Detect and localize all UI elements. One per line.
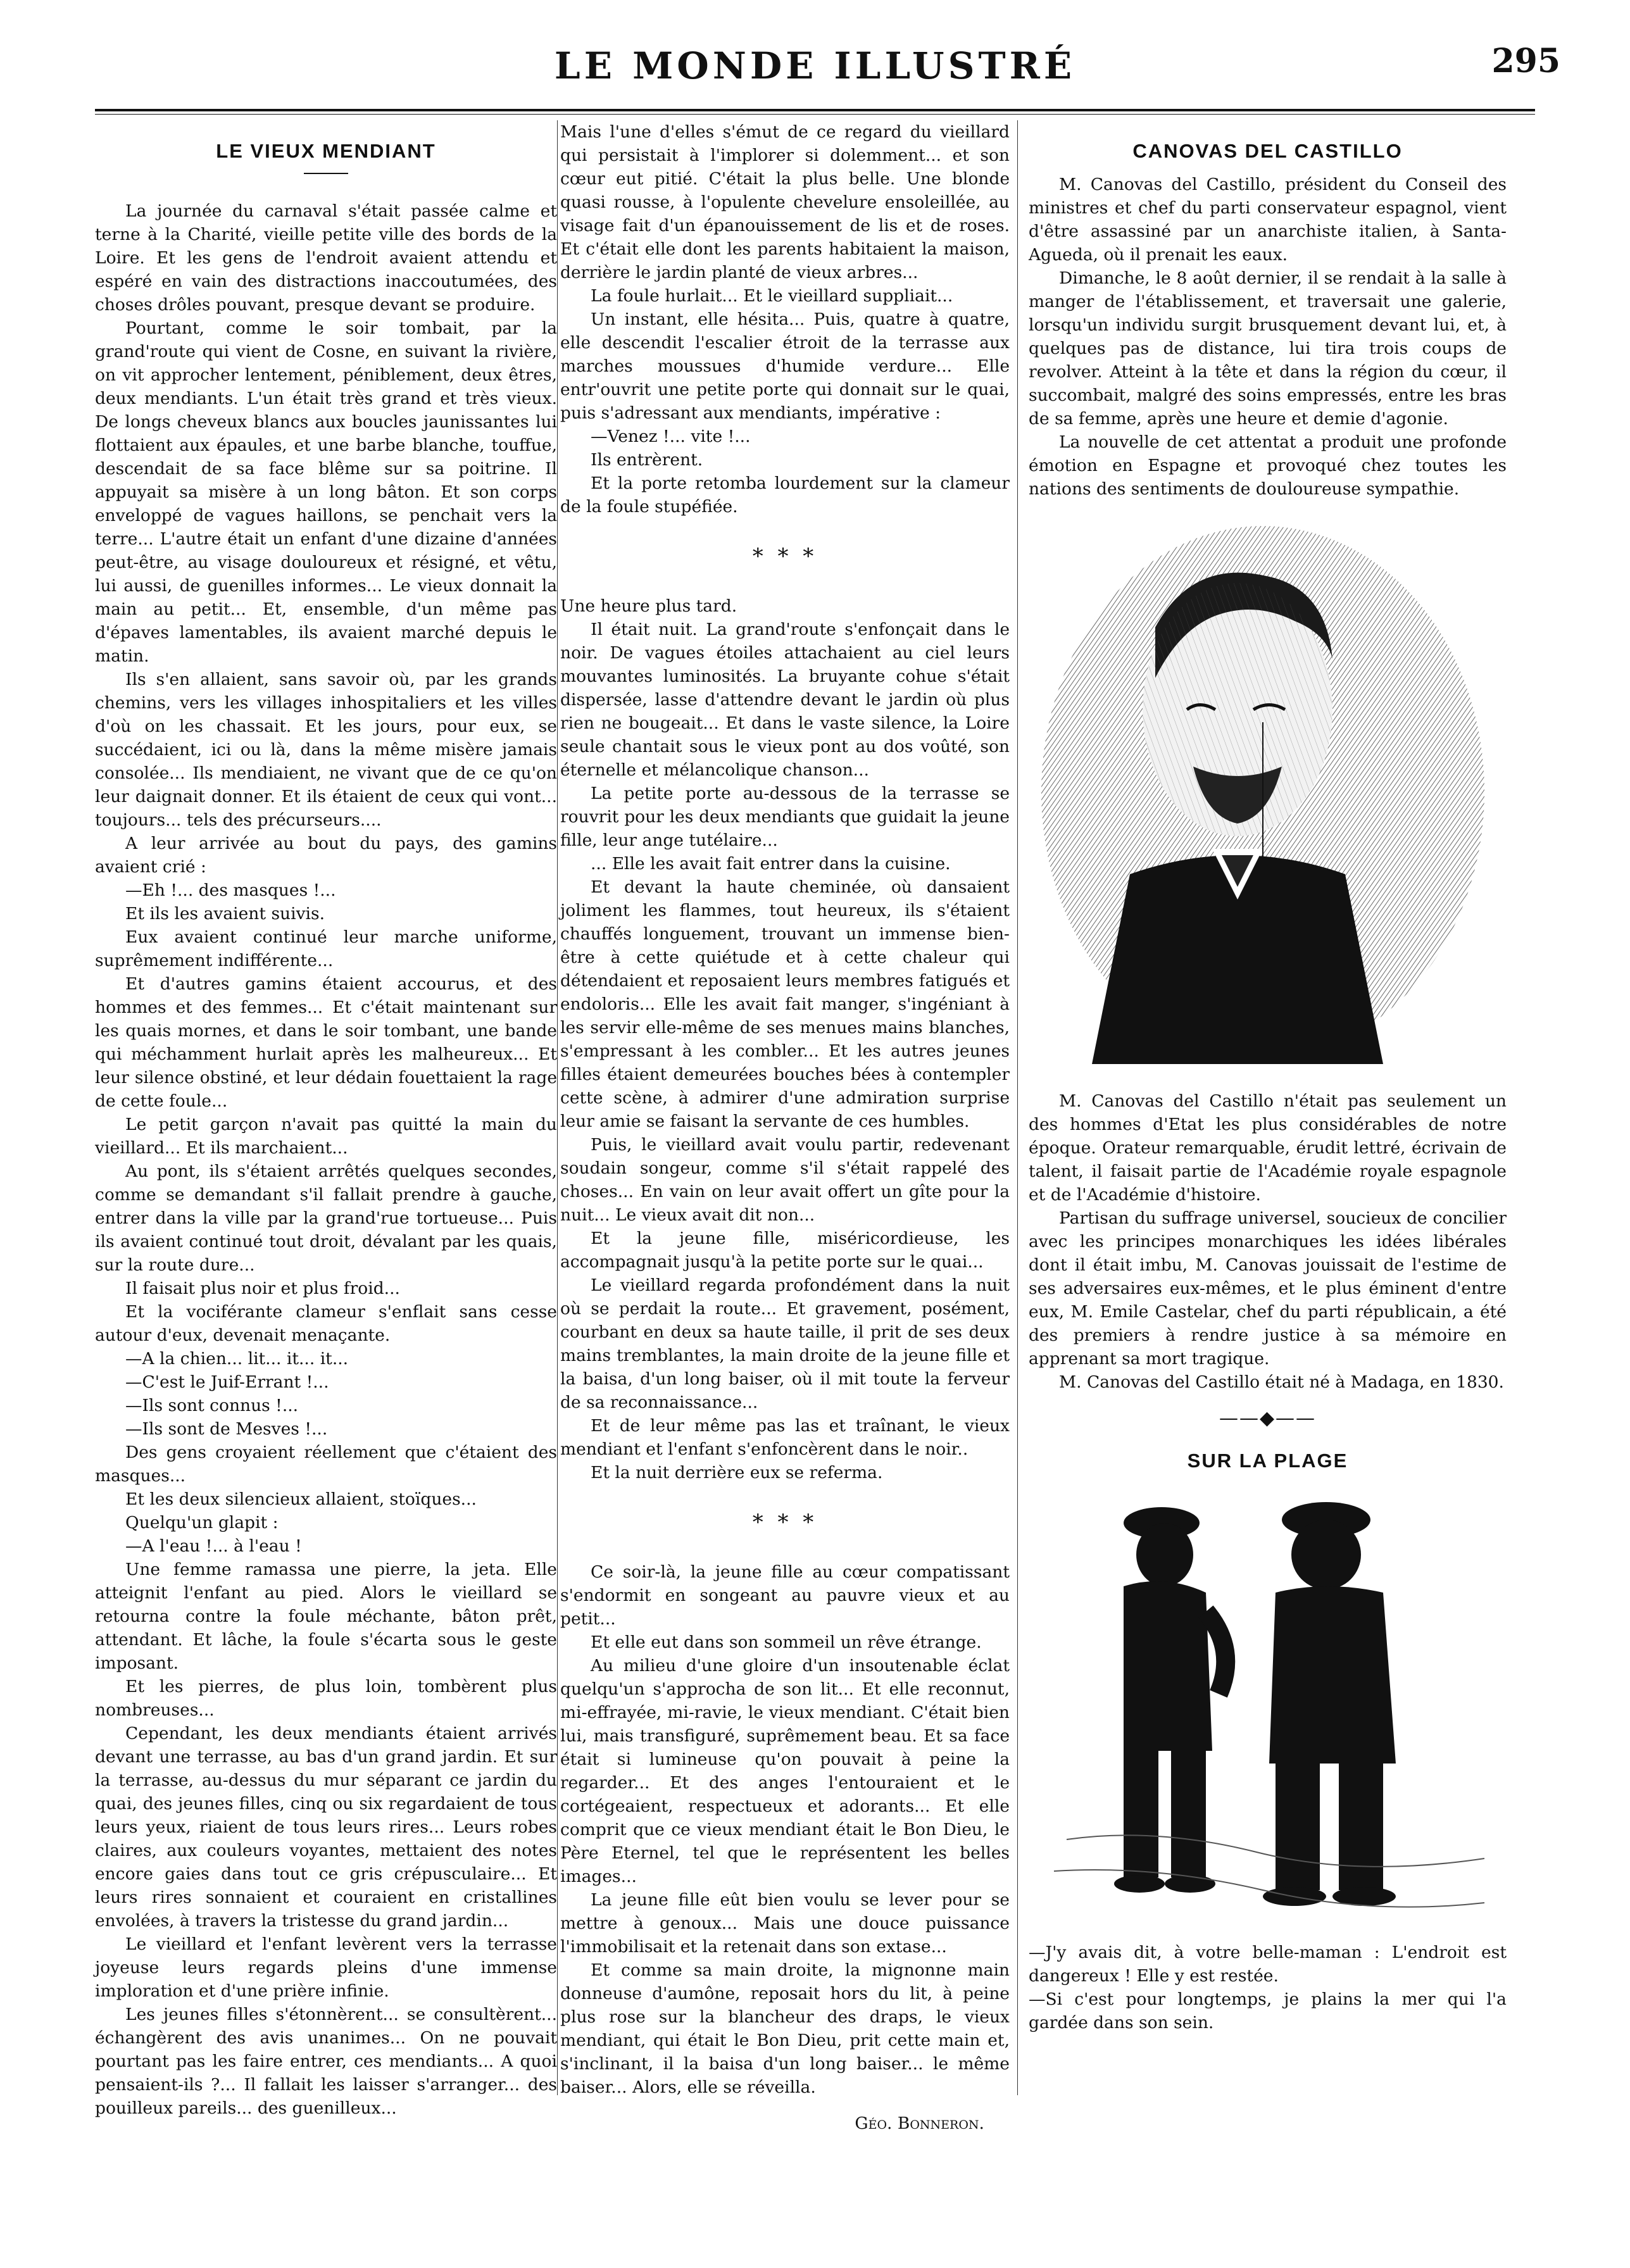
masthead-rule-thin bbox=[95, 114, 1535, 115]
paragraph: Et de leur même pas las et traînant, le vieux mendiant et l'enfant s'enfoncèrent dans le noir.. bbox=[560, 1416, 1010, 1459]
paragraph: La nouvelle de cet attentat a produit une profonde émotion en Espagne et provoqué chez toutes les nations des sentiments de douloureuse sympathie. bbox=[1029, 432, 1507, 499]
paragraph: Ce soir-là, la jeune fille au cœur compatissant s'endormit en songeant au pauvre vieux et au petit... bbox=[560, 1562, 1010, 1629]
cartoon-title: SUR LA PLAGE bbox=[1187, 1450, 1348, 1472]
paragraph: Et la jeune fille, miséricordieuse, les accompagnait jusqu'à la petite porte sur le quai... bbox=[560, 1229, 1010, 1272]
column-1 bbox=[95, 120, 557, 2120]
paragraph: Mais l'une d'elles s'émut de ce regard du vieillard qui persistait à l'implorer si dolemment... et son cœur eut pitié. C'était la plus belle. Une blonde quasi rousse, à l'opulente chevelure ensoleillée, au visage fait d'un épanouissement de lis et de roses. Et c'était elle dont les parents habitaient la maison, derrière le jardin planté de vieux arbres... bbox=[560, 122, 1010, 282]
paragraph: Ils entrèrent. bbox=[591, 450, 703, 470]
paragraph: A leur arrivée au bout du pays, des gamins avaient crié : bbox=[95, 834, 557, 877]
paragraph: Pourtant, comme le soir tombait, par la grand'route qui vient de Cosne, en suivant la rivière, on vit approcher lentement, péniblement, deux êtres, deux mendiants. L'un était très grand et très vieux. De longs cheveux blancs aux boucles jaunissantes lui flottaient aux épaules, et une barbe blanche, touffue, descendait de sa face blême sur sa poitrine. Il appuyait sa misère à un long bâton. Et son corps enveloppé de vagues haillons, se penchait vers la terre... L'autre était un enfant d'une dizaine d'années peut-être, au visage douloureux et résigné, et vêtu, lui aussi, de guenilles informes... Le vieux donnait la main au petit... Et, ensemble, d'un même pas d'épaves lamentables, ils avaient marché depuis le matin. bbox=[95, 318, 557, 666]
paragraph: Ils s'en allaient, sans savoir où, par les grands chemins, vers les villages inhospitaliers et les villes d'où on les chassait. Et les jours, pour eux, se succédaient, ici ou là, dans la même misère jamais consolée... Ils mendiaient, ne vivant que de ce qu'on leur daignait donner. Et ils étaient de ceux qui vont... toujours... tels des précurseurs.... bbox=[95, 670, 557, 830]
paragraph: —Si c'est pour longtemps, je plains la mer qui l'a gardée dans son sein. bbox=[1029, 1989, 1507, 2033]
paragraph: La journée du carnaval s'était passée calme et terne à la Charité, vieille petite ville des bords de la Loire. Et les gens de l'endroit avaient attendu et espéré en vain des distractions inaccoutumées, des choses drôles pouvant, presque devant se produire. bbox=[95, 201, 557, 315]
paragraph: Au milieu d'une gloire d'un insoutenable éclat quelqu'un s'approcha de son lit... Et elle reconnut, mi-effrayée, mi-ravie, le vieux mendiant. C'était bien lui, mais transfiguré, suprêmement beau. Et sa face était si lumineuse qu'on pouvait à peine la regarder... Et des anges l'entouraient et le cortégeaient, respectueux et adorants... Et elle comprit que ce vieux mendiant était le Bon Dieu, le Père Eternel, tel que le représentent les belles images... bbox=[560, 1656, 1010, 1886]
column-3 bbox=[1029, 120, 1507, 2034]
paragraph: M. Canovas del Castillo n'était pas seulement un des hommes d'Etat les plus considérables de notre époque. Orateur remarquable, érudit lettré, écrivain de talent, il faisait partie de l'Académie royale espagnole et de l'Académie d'histoire. bbox=[1029, 1091, 1507, 1205]
paragraph: Le vieillard regarda profondément dans la nuit où se perdait la route... Et gravement, posément, courbant en deux sa haute taille, il prit de ses deux mains tremblantes, la main droite de la jeune fille et la baisa, d'un long baiser, où il mit toute la ferveur de sa reconnaissance... bbox=[560, 1275, 1010, 1412]
masthead-title: LE MONDE ILLUSTRÉ bbox=[554, 44, 1076, 87]
article-body bbox=[95, 199, 557, 2120]
paragraph: Les jeunes filles s'étonnèrent... se consultèrent... échangèrent des avis unanimes... On ne pouvait pourtant pas les faire entrer, ces mendiants... A quoi pensaient-ils ?... Il fallait les laisser s'arranger... des pouilleux pareils... des guenilleux... bbox=[95, 2005, 557, 2118]
paragraph: Partisan du suffrage universel, soucieux de concilier avec les principes monarchiques les idées libérales dont il était imbu, M. Canovas jouissait de l'estime de ses adversaires eux-mêmes, et le plus éminent d'entre eux, M. Emile Castelar, chef du parti républicain, a été des premiers à rendre justice à sa mémoire en apprenant sa mort tragique. bbox=[1029, 1208, 1507, 1369]
paragraph: —A la chien... lit... it... it... bbox=[125, 1349, 349, 1369]
paragraph: Le petit garçon n'avait pas quitté la main du vieillard... Et ils marchaient... bbox=[95, 1115, 557, 1158]
portrait-illustration bbox=[1029, 520, 1497, 1077]
column-divider bbox=[557, 120, 558, 2095]
paragraph: Au pont, ils s'étaient arrêtés quelques secondes, comme se demandant s'il fallait prendre à gauche, entrer dans la ville par la grand'rue tortueuse... Puis ils avaient continué tout droit, dévalant par les quais, sur la route dure... bbox=[95, 1162, 557, 1275]
paragraph: La jeune fille eût bien voulu se lever pour se mettre à genoux... Mais une douce puissance l'immobilisait et la retenait dans son extase... bbox=[560, 1890, 1010, 1957]
article-body-part3 bbox=[560, 1560, 1010, 2099]
paragraph: M. Canovas del Castillo, président du Conseil des ministres et chef du parti conservateur espagnol, vient d'être assassiné par un anarchiste italien, à Santa-Agueda, où il prenait les eaux. bbox=[1029, 175, 1507, 265]
paragraph: Des gens croyaient réellement que c'étaient des masques... bbox=[95, 1443, 557, 1486]
paragraph: Eux avaient continué leur marche uniforme, suprêmement indifférente... bbox=[95, 927, 557, 970]
masthead-rule bbox=[95, 109, 1535, 111]
paragraph: —Ils sont de Mesves !... bbox=[125, 1419, 328, 1439]
article-title: LE VIEUX MENDIANT bbox=[216, 140, 436, 162]
cartoon-caption bbox=[1029, 1941, 1507, 2034]
paragraph: —Eh !... des masques !... bbox=[125, 880, 336, 900]
paragraph: Et elle eut dans son sommeil un rêve étrange. bbox=[591, 1632, 982, 1652]
figure-right bbox=[1263, 1502, 1396, 1906]
paragraph: La petite porte au-dessous de la terrasse se rouvrit pour les deux mendiants que guidait la jeune fille, leur ange tutélaire... bbox=[560, 784, 1010, 850]
paragraph: Et comme sa main droite, la mignonne main donneuse d'aumône, reposait hors du lit, à peine plus rose sur la blancheur des draps, le vieux mendiant, qui était le Bon Dieu, prit cette main et, s'inclinant, il la baisa d'un long baiser... le même baiser... Alors, elle se réveilla. bbox=[560, 1960, 1010, 2097]
article-title: CANOVAS DEL CASTILLO bbox=[1132, 140, 1403, 162]
cartoon-illustration bbox=[1029, 1485, 1497, 1928]
asterism: * * * bbox=[752, 1510, 818, 1535]
asterism: * * * bbox=[752, 544, 818, 569]
paragraph: Et la vociférante clameur s'enflait sans cesse autour d'eux, devenait menaçante. bbox=[95, 1302, 557, 1345]
paragraph: Un instant, elle hésita... Puis, quatre à quatre, elle descendit l'escalier étroit de la terrasse aux marches moussues d'humide verdure... Elle entr'ouvrit une petite porte qui donnait sur le quai, puis s'adressant aux mendiants, impérative : bbox=[560, 310, 1010, 423]
paragraph: Quelqu'un glapit : bbox=[125, 1513, 279, 1532]
paragraph: ... Elle les avait fait entrer dans la cuisine. bbox=[591, 854, 951, 874]
column-2 bbox=[560, 120, 1010, 2135]
paragraph: Une heure plus tard. bbox=[560, 596, 737, 616]
page-number: 295 bbox=[1491, 42, 1560, 80]
paragraph: Et devant la haute cheminée, où dansaient joliment les flammes, tout heureux, ils s'étaient chauffés longuement, trouvant un immense bien-être à cette quiétude et à cette chaleur qui détendaient et reposaient leurs membres fatigués et endoloris... Elle les avait fait manger, s'ingéniant à les servir elle-même de ses menues mains blanches, s'empressant à les combler... Et les autres jeunes filles étaient demeurées bouches bées à contempler cette scène, à admirer d'une admiration surprise leur amie se faisant la servante de ces humbles. bbox=[560, 877, 1010, 1131]
paragraph: Puis, le vieillard avait voulu partir, redevenant soudain songeur, comme s'il s'était rappelé des choses... En vain on leur avait offert un gîte pour la nuit... Le vieux avait dit non... bbox=[560, 1135, 1010, 1225]
paragraph: Et la porte retomba lourdement sur la clameur de la foule stupéfiée. bbox=[560, 473, 1010, 517]
paragraph: Et ils les avaient suivis. bbox=[125, 904, 325, 924]
paragraph: M. Canovas del Castillo était né à Madaga, en 1830. bbox=[1059, 1372, 1504, 1392]
paragraph: Il faisait plus noir et plus froid... bbox=[125, 1279, 400, 1298]
paragraph: Et les deux silencieux allaient, stoïques... bbox=[125, 1489, 477, 1509]
paragraph: Et la nuit derrière eux se referma. bbox=[591, 1463, 883, 1482]
paragraph: —Ils sont connus !... bbox=[125, 1396, 299, 1415]
paragraph: Cependant, les deux mendiants étaient arrivés devant une terrasse, au bas d'un grand jardin. Et sur la terrasse, au-dessus du mur séparant ce jardin du quai, des jeunes filles, cinq ou six regardaient de tous leurs yeux, riaient de tous leurs rires... Leurs robes claires, aux couleurs voyantes, mettaient des notes encore gaies dans tout ce gris crépusculaire... Et leurs rires sonnaient et couraient en cristallines envolées, à travers la tristesse du grand jardin... bbox=[95, 1724, 557, 1931]
article-body-continued bbox=[1029, 1089, 1507, 1394]
paragraph: La foule hurlait... Et le vieillard suppliait... bbox=[591, 286, 953, 306]
article-body bbox=[1029, 173, 1507, 501]
paragraph: Une femme ramassa une pierre, la jeta. Elle atteignit l'enfant au pied. Alors le vieillard se retourna contre la foule méchante, bâton prêt, attendant. Et lâche, la foule s'écarta sous le geste imposant. bbox=[95, 1560, 557, 1673]
paragraph: Le vieillard et l'enfant levèrent vers la terrasse joyeuse leurs regards pleins d'une immense imploration et d'une prière infinie. bbox=[95, 1934, 557, 2001]
paragraph: Et d'autres gamins étaient accourus, et des hommes et des femmes... Et c'était maintenant sur les quais mornes, et dans le soir tombant, une bande qui méchamment hurlait après les malheureux... Et leur silence obstiné, et leur dédain fouettaient la rage de cette foule... bbox=[95, 974, 557, 1111]
article-body-part2 bbox=[560, 594, 1010, 1484]
paragraph: Dimanche, le 8 août dernier, il se rendait à la salle à manger de l'établissement, et traversait une galerie, lorsqu'un individu surgit brusquement devant lui, et, à quelques pas de distance, lui tira trois coups de revolver. Atteint à la tête et dans la région du cœur, il succombait, malgré des soins empressés, entre les bras de sa femme, après une heure et demie d'agonie. bbox=[1029, 268, 1507, 429]
paragraph: —Venez !... vite !... bbox=[591, 427, 751, 446]
ornament-divider: ——◆—— bbox=[1219, 1407, 1317, 1429]
paragraph: Et les pierres, de plus loin, tombèrent plus nombreuses... bbox=[95, 1677, 557, 1720]
title-rule bbox=[304, 173, 348, 174]
author-signature: Géo. Bonneron. bbox=[855, 2114, 984, 2133]
paragraph: —A l'eau !... à l'eau ! bbox=[125, 1536, 302, 1556]
column-divider bbox=[1017, 120, 1018, 2095]
masthead bbox=[0, 38, 1630, 108]
paragraph: —J'y avais dit, à votre belle-maman : L'endroit est dangereux ! Elle y est restée. bbox=[1029, 1943, 1507, 1986]
paragraph: —C'est le Juif-Errant !... bbox=[125, 1372, 329, 1392]
paragraph: Il était nuit. La grand'route s'enfonçait dans le noir. De vagues étoiles attachaient au ciel leurs mouvantes luminosités. La bruyante cohue s'était dispersée, lasse d'attendre devant le jardin où plus rien ne bougeait... Et dans le vaste silence, la Loire seule chantait sous le vieux pont au dos voûté, son éternelle et mélancolique chanson... bbox=[560, 620, 1010, 780]
article-body-continued bbox=[560, 120, 1010, 518]
